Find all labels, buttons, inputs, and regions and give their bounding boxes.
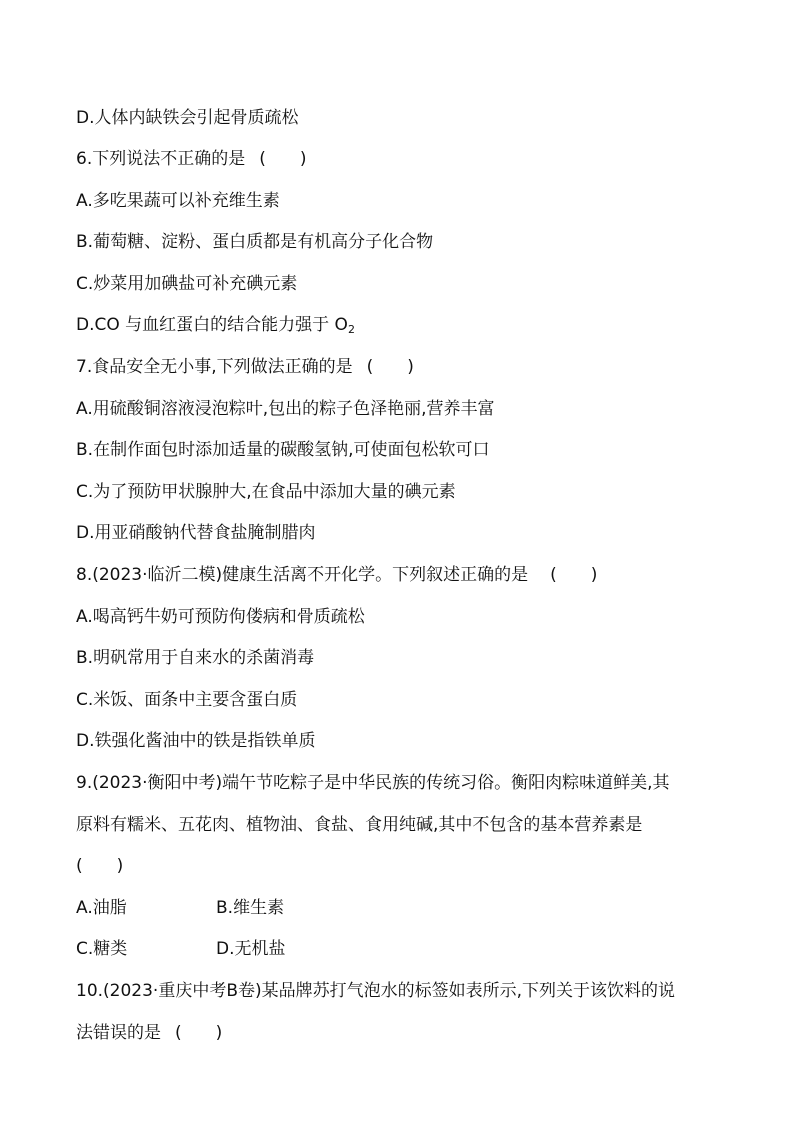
q7-option-c: C.为了预防甲状腺肿大,在食品中添加大量的碘元素 bbox=[76, 482, 456, 502]
subscript: 2 bbox=[347, 323, 355, 336]
q6-option-b: B.葡萄糖、淀粉、蛋白质都是有机高分子化合物 bbox=[76, 232, 434, 252]
q7-option-a: A.用硫酸铜溶液浸泡粽叶,包出的粽子色泽艳丽,营养丰富 bbox=[76, 399, 495, 419]
question-9-stem-line-1: 9.(2023·衡阳中考)端午节吃粽子是中华民族的传统习俗。衡阳肉粽味道鲜美,其 bbox=[76, 773, 670, 793]
q6-option-c: C.炒菜用加碘盐可补充碘元素 bbox=[76, 274, 298, 294]
question-10-text: 法错误的是 bbox=[76, 1023, 161, 1043]
q8-option-a: A.喝高钙牛奶可预防佝偻病和骨质疏松 bbox=[76, 607, 365, 627]
answer-blank: ( ) bbox=[175, 1023, 223, 1043]
question-10-stem-line-2 bbox=[76, 1022, 222, 1044]
q9-option-c: C.糖类 bbox=[76, 939, 128, 959]
question-6-stem bbox=[76, 148, 307, 170]
q8-option-d: D.铁强化酱油中的铁是指铁单质 bbox=[76, 731, 316, 751]
q8-option-b: B.明矾常用于自来水的杀菌消毒 bbox=[76, 648, 315, 668]
q6-option-d bbox=[76, 314, 355, 341]
question-9-stem-line-2: 原料有糯米、五花肉、植物油、食盐、食用纯碱,其中不包含的基本营养素是 bbox=[76, 815, 643, 835]
q9-option-b: B.维生素 bbox=[216, 898, 285, 918]
q9-option-d: D.无机盐 bbox=[216, 939, 286, 959]
question-8-text: 8.(2023·临沂二模)健康生活离不开化学。下列叙述正确的是 bbox=[76, 565, 529, 585]
q8-option-c: C.米饭、面条中主要含蛋白质 bbox=[76, 690, 298, 710]
answer-blank: ( ) bbox=[550, 565, 598, 585]
q7-option-b: B.在制作面包时添加适量的碳酸氢钠,可使面包松软可口 bbox=[76, 440, 490, 460]
q9-option-a: A.油脂 bbox=[76, 898, 127, 918]
question-7-stem bbox=[76, 356, 414, 378]
answer-blank: ( ) bbox=[259, 149, 307, 169]
answer-blank: ( ) bbox=[366, 357, 414, 377]
question-6-text: 6.下列说法不正确的是 bbox=[76, 149, 246, 169]
q6-option-d-text: D.CO 与血红蛋白的结合能力强于 O bbox=[76, 315, 348, 335]
question-8-stem bbox=[76, 564, 597, 586]
question-10-stem-line-1: 10.(2023·重庆中考B卷)某品牌苏打气泡水的标签如表所示,下列关于该饮料的说 bbox=[76, 981, 676, 1001]
q7-option-d: D.用亚硝酸钠代替食盐腌制腊肉 bbox=[76, 523, 316, 543]
answer-blank: ( ) bbox=[76, 856, 124, 876]
q6-option-a: A.多吃果蔬可以补充维生素 bbox=[76, 191, 280, 211]
q5-option-d: D.人体内缺铁会引起骨质疏松 bbox=[76, 108, 299, 128]
question-7-text: 7.食品安全无小事,下列做法正确的是 bbox=[76, 357, 353, 377]
